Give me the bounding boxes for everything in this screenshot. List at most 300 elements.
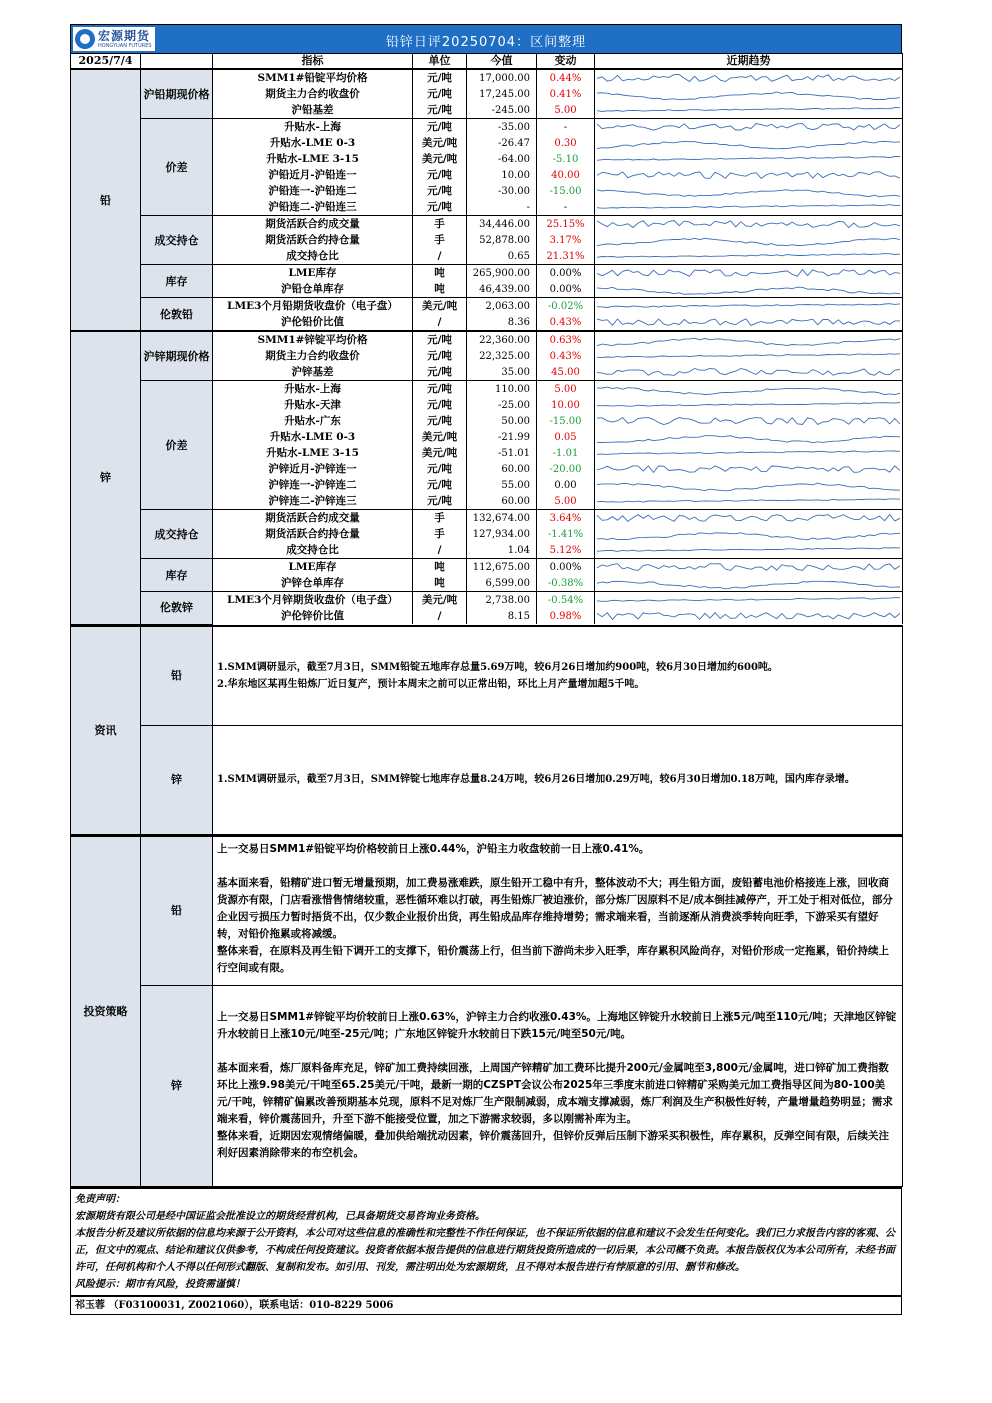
indicator-unit: 美元/吨 bbox=[413, 135, 467, 151]
trend-sparkline bbox=[595, 183, 903, 199]
sparkline-chart bbox=[597, 119, 900, 135]
indicator-unit: 元/吨 bbox=[413, 461, 467, 477]
sparkline-path bbox=[597, 108, 900, 112]
indicator-change: 0.30 bbox=[537, 135, 595, 151]
sparkline-path bbox=[597, 515, 900, 522]
indicator-value: 6,599.00 bbox=[467, 575, 537, 592]
trend-sparkline bbox=[595, 542, 903, 559]
sparkline-path bbox=[597, 287, 900, 294]
indicator-change: -15.00 bbox=[537, 413, 595, 429]
group-label: 库存 bbox=[141, 265, 213, 298]
indicator-name: 升贴水-LME 3-15 bbox=[213, 151, 413, 167]
strategy-lead-para: 基本面来看，铅精矿进口暂无增量预期，加工费易涨难跌，原生铅开工稳中有升，整体波动不大；再生铅方面，废铅蓄电池价格接连上涨，回收商货源亦有限，门店看涨惜售情绪较重，恶性循环难以打破，再生铅炼厂被迫涨价，部分炼厂因原料不足/成本倒挂减停产，开工处于相对低位，部分企业因亏损压力暂时捂货不出，仅少数企业报价出货，再生铅成品库存维持增势；需求端来看，当前逐渐从消费淡季转向旺季，下游采买有望好转，对铅价拖累或将减缓。 bbox=[217, 876, 893, 940]
sparkline-chart bbox=[597, 348, 900, 364]
trend-sparkline bbox=[595, 69, 903, 86]
indicator-name: 升贴水-LME 0-3 bbox=[213, 135, 413, 151]
indicator-unit: 吨 bbox=[413, 559, 467, 576]
sparkline-path bbox=[597, 124, 900, 131]
sparkline-path bbox=[597, 270, 900, 277]
indicator-value: 2,738.00 bbox=[467, 592, 537, 609]
trend-sparkline bbox=[595, 281, 903, 298]
logo-text-en: HONGYUAN FUTURES bbox=[98, 42, 152, 49]
sparkline-chart bbox=[597, 298, 900, 314]
news-zinc-text bbox=[213, 725, 903, 834]
group-label: 沪锌期现价格 bbox=[141, 331, 213, 381]
trend-sparkline bbox=[595, 102, 903, 119]
indicator-unit: 元/吨 bbox=[413, 69, 467, 86]
indicator-change: 5.00 bbox=[537, 381, 595, 398]
indicator-name: LME库存 bbox=[213, 265, 413, 282]
indicator-change: -0.38% bbox=[537, 575, 595, 592]
indicator-unit: 元/吨 bbox=[413, 348, 467, 364]
sparkline-chart bbox=[597, 592, 900, 608]
indicator-value: -64.00 bbox=[467, 151, 537, 167]
indicator-unit: 元/吨 bbox=[413, 493, 467, 510]
trend-sparkline bbox=[595, 510, 903, 527]
trend-sparkline bbox=[595, 381, 903, 398]
indicator-unit: 手 bbox=[413, 510, 467, 527]
indicator-name: 沪锌连一-沪锌连二 bbox=[213, 477, 413, 493]
trend-sparkline bbox=[595, 608, 903, 624]
header-change: 变动 bbox=[537, 54, 595, 70]
trend-sparkline bbox=[595, 151, 903, 167]
indicator-change: 0.00% bbox=[537, 559, 595, 576]
indicator-value: 34,446.00 bbox=[467, 216, 537, 233]
indicator-value: -26.47 bbox=[467, 135, 537, 151]
indicator-value: 52,878.00 bbox=[467, 232, 537, 248]
indicator-name: 沪铅仓单库存 bbox=[213, 281, 413, 298]
strategy-zinc-text bbox=[213, 985, 903, 1186]
sparkline-chart bbox=[597, 397, 900, 413]
sparkline-chart bbox=[597, 86, 900, 102]
indicator-value: -51.01 bbox=[467, 445, 537, 461]
trend-sparkline bbox=[595, 592, 903, 609]
indicator-name: LME库存 bbox=[213, 559, 413, 576]
trend-sparkline bbox=[595, 119, 903, 136]
trend-sparkline bbox=[595, 429, 903, 445]
header-date: 2025/7/4 bbox=[71, 54, 141, 70]
indicator-name: 沪伦铅价比值 bbox=[213, 314, 413, 331]
trend-sparkline bbox=[595, 216, 903, 233]
indicator-unit: / bbox=[413, 608, 467, 624]
sparkline-path bbox=[597, 75, 900, 82]
indicator-unit: 手 bbox=[413, 526, 467, 542]
table-row bbox=[71, 331, 903, 348]
sparkline-path bbox=[597, 254, 900, 258]
indicator-name: 成交持仓比 bbox=[213, 542, 413, 559]
news-lead-text bbox=[213, 626, 903, 726]
header-value: 今值 bbox=[467, 54, 537, 70]
indicator-name: SMM1#铅锭平均价格 bbox=[213, 69, 413, 86]
indicator-value: 132,674.00 bbox=[467, 510, 537, 527]
sparkline-chart bbox=[597, 151, 900, 167]
sparkline-path bbox=[597, 613, 900, 620]
header-unit: 单位 bbox=[413, 54, 467, 70]
indicator-change: -0.54% bbox=[537, 592, 595, 609]
sparkline-path bbox=[597, 190, 900, 197]
indicator-unit: 元/吨 bbox=[413, 397, 467, 413]
indicator-change: 0.00 bbox=[537, 477, 595, 493]
trend-sparkline bbox=[595, 397, 903, 413]
indicator-name: 期货主力合约收盘价 bbox=[213, 86, 413, 102]
indicator-unit: 元/吨 bbox=[413, 183, 467, 199]
indicator-change: 0.05 bbox=[537, 429, 595, 445]
sparkline-chart bbox=[597, 575, 900, 591]
indicator-unit: 元/吨 bbox=[413, 364, 467, 381]
group-label: 伦敦锌 bbox=[141, 592, 213, 625]
indicator-change: 45.00 bbox=[537, 364, 595, 381]
trend-sparkline bbox=[595, 413, 903, 429]
indicator-unit: 元/吨 bbox=[413, 86, 467, 102]
news-section bbox=[70, 625, 903, 835]
indicator-value: 35.00 bbox=[467, 364, 537, 381]
indicator-value: 60.00 bbox=[467, 493, 537, 510]
sparkline-path bbox=[597, 238, 900, 246]
sparkline-chart bbox=[597, 608, 900, 624]
trend-sparkline bbox=[595, 331, 903, 348]
report-page bbox=[70, 24, 902, 1315]
indicator-value: 1.04 bbox=[467, 542, 537, 559]
indicator-value: 46,439.00 bbox=[467, 281, 537, 298]
indicator-name: 升贴水-上海 bbox=[213, 119, 413, 136]
indicator-value: 22,325.00 bbox=[467, 348, 537, 364]
indicator-name: 沪锌仓单库存 bbox=[213, 575, 413, 592]
table-row bbox=[71, 592, 903, 609]
sparkline-path bbox=[597, 354, 900, 358]
trend-sparkline bbox=[595, 135, 903, 151]
sparkline-chart bbox=[597, 281, 900, 297]
sparkline-chart bbox=[597, 461, 900, 477]
indicator-unit: 元/吨 bbox=[413, 199, 467, 216]
trend-sparkline bbox=[595, 575, 903, 592]
indicator-change: 3.64% bbox=[537, 510, 595, 527]
indicator-value: 17,000.00 bbox=[467, 69, 537, 86]
indicator-value: 0.65 bbox=[467, 248, 537, 265]
indicator-value: 265,900.00 bbox=[467, 265, 537, 282]
indicator-name: 升贴水-天津 bbox=[213, 397, 413, 413]
indicator-unit: / bbox=[413, 248, 467, 265]
sparkline-chart bbox=[597, 510, 900, 526]
table-row bbox=[71, 298, 903, 315]
sparkline-chart bbox=[597, 477, 900, 493]
group-label: 价差 bbox=[141, 119, 213, 216]
sparkline-path bbox=[597, 403, 900, 407]
sparkline-path bbox=[597, 564, 900, 571]
indicator-value: 22,360.00 bbox=[467, 331, 537, 348]
trend-sparkline bbox=[595, 461, 903, 477]
indicator-unit: 美元/吨 bbox=[413, 429, 467, 445]
indicator-name: 期货活跃合约成交量 bbox=[213, 510, 413, 527]
indicator-unit: 元/吨 bbox=[413, 167, 467, 183]
indicator-change: 3.17% bbox=[537, 232, 595, 248]
group-label: 伦敦铅 bbox=[141, 298, 213, 332]
strategy-lead-para: 整体来看，在原料及再生铅下调开工的支撑下，铅价震荡上行，但当前下游尚未步入旺季，库存累积风险尚存，对铅价形成一定拖累，铅价持续上行空间或有限。 bbox=[217, 944, 889, 974]
group-label: 价差 bbox=[141, 381, 213, 510]
sparkline-path bbox=[597, 387, 900, 395]
sparkline-chart bbox=[597, 232, 900, 248]
indicator-value: -30.00 bbox=[467, 183, 537, 199]
sparkline-chart bbox=[597, 102, 900, 118]
indicator-change: -0.02% bbox=[537, 298, 595, 315]
indicator-value: 8.36 bbox=[467, 314, 537, 331]
sparkline-path bbox=[597, 157, 900, 161]
logo-text-cn: 宏源期货 bbox=[98, 28, 151, 43]
indicator-name: 沪铅连一-沪铅连二 bbox=[213, 183, 413, 199]
indicator-unit: 元/吨 bbox=[413, 119, 467, 136]
indicator-change: - bbox=[537, 199, 595, 216]
indicator-unit: 元/吨 bbox=[413, 477, 467, 493]
trend-sparkline bbox=[595, 526, 903, 542]
indicator-change: 5.00 bbox=[537, 493, 595, 510]
strategy-zinc-para: 基本面来看，炼厂原料备库充足，锌矿加工费持续回涨，上周国产锌精矿加工费环比提升200元/金属吨至3,800元/金属吨，进口锌矿加工费指数环比上涨9.98美元/干吨至65.25美元/干吨，最新一期的CZSPT会议公布2025年三季度末前进口锌精矿采购美元加工费指导区间为80-100美元/干吨，锌精矿偏累改善预期基本兑现，原料不足对炼厂生产限制减弱，成本端支撑减弱，炼厂利润及生产积极性好转，产量增量趋势明显；需求端来看，锌价震荡回升，升至下游不能接受位置，加之下游需求较弱，多以刚需补库为主。 bbox=[217, 1062, 893, 1125]
indicator-change: 25.15% bbox=[537, 216, 595, 233]
disclaimer-line: 宏源期货有限公司是经中国证监会批准设立的期货经营机构，已具备期货交易咨询业务资格。 bbox=[75, 1210, 485, 1222]
sparkline-path bbox=[597, 418, 900, 425]
indicator-unit: 吨 bbox=[413, 265, 467, 282]
sparkline-chart bbox=[597, 429, 900, 445]
indicator-name: 升贴水-LME 0-3 bbox=[213, 429, 413, 445]
group-label: 沪铅期现价格 bbox=[141, 69, 213, 119]
sparkline-chart bbox=[597, 248, 900, 264]
indicator-change: 0.00% bbox=[537, 265, 595, 282]
news-zinc-line: 1.SMM调研显示，截至7月3日，SMM锌锭七地库存总量8.24万吨，较6月26日增加0.29万吨，较6月30日增加0.18万吨，国内库存录增。 bbox=[217, 774, 855, 785]
strategy-zinc-para: 整体来看，近期因宏观情绪偏暖，叠加供给端扰动因素，锌价震荡回升，但锌价反弹后压制下游采买积极性，库存累积，反弹空间有限，后续关注利好因素消除带来的布空机会。 bbox=[217, 1130, 889, 1159]
news-lead-line: 2.华东地区某再生铅炼厂近日复产，预计本周末之前可以正常出铅，环比上月产量增加超5千吨。 bbox=[217, 678, 645, 690]
indicator-unit: / bbox=[413, 314, 467, 331]
strategy-zinc-para: 上一交易日SMM1#锌锭平均价较前日上涨0.63%，沪锌主力合约收涨0.43%。上海地区锌锭升水较前日上涨5元/吨至110元/吨；天津地区锌锭升水较前日上涨10元/吨至-25元/吨；广东地区锌锭升水较前日下跌15元/吨至50元/吨。 bbox=[217, 1011, 897, 1040]
sparkline-path bbox=[597, 319, 900, 326]
report-header bbox=[70, 24, 902, 53]
news-lead-line: 1.SMM调研显示，截至7月3日，SMM铅锭五地库存总量5.69万吨，较6月26日增加约900吨，较6月30日增加约600吨。 bbox=[217, 661, 778, 673]
disclaimer bbox=[70, 1187, 902, 1296]
trend-sparkline bbox=[595, 86, 903, 102]
indicator-name: 沪铅基差 bbox=[213, 102, 413, 119]
indicator-change: 0.43% bbox=[537, 314, 595, 331]
strategy-section bbox=[70, 835, 903, 1187]
sparkline-chart bbox=[597, 559, 900, 575]
trend-sparkline bbox=[595, 445, 903, 461]
sparkline-chart bbox=[597, 199, 900, 215]
news-title: 资讯 bbox=[71, 626, 141, 835]
indicator-name: 升贴水-LME 3-15 bbox=[213, 445, 413, 461]
indicator-change: 5.00 bbox=[537, 102, 595, 119]
indicator-change: - bbox=[537, 119, 595, 136]
indicator-change: 0.00% bbox=[537, 281, 595, 298]
indicator-unit: 手 bbox=[413, 216, 467, 233]
sparkline-path bbox=[597, 304, 900, 308]
indicator-change: 0.44% bbox=[537, 69, 595, 86]
sparkline-path bbox=[597, 221, 900, 228]
sparkline-path bbox=[597, 141, 900, 148]
indicator-unit: 元/吨 bbox=[413, 381, 467, 398]
sparkline-path bbox=[597, 581, 900, 589]
metrics-table bbox=[70, 53, 903, 625]
trend-sparkline bbox=[595, 167, 903, 183]
indicator-name: 期货活跃合约持仓量 bbox=[213, 232, 413, 248]
disclaimer-line: 本报告分析及建议所依据的信息均来源于公开资料，本公司对这些信息的准确性和完整性不作任何保证，也不保证所依据的信息和建议不会发生任何变化。我们已力求报告内容的客观、公正，但文中的观点、结论和建议仅供参考，不构成任何投资建议。投资者依据本报告提供的信息进行期货投资所造成的一切后果，本公司概不负责。本报告版权仅为本公司所有，未经书面许可，任何机构和个人不得以任何形式翻版、复制和发布。如引用、刊发，需注明出处为宏源期货，且不得对本报告进行有悖原意的引用、删节和修改。 bbox=[75, 1227, 895, 1273]
sparkline-path bbox=[597, 172, 900, 179]
sparkline-chart bbox=[597, 265, 900, 281]
trend-sparkline bbox=[595, 265, 903, 282]
sparkline-path bbox=[597, 499, 900, 502]
disclaimer-title: 免责声明： bbox=[75, 1193, 125, 1205]
indicator-unit: 元/吨 bbox=[413, 331, 467, 348]
indicator-change: -1.01 bbox=[537, 445, 595, 461]
trend-sparkline bbox=[595, 559, 903, 576]
indicator-value: 2,063.00 bbox=[467, 298, 537, 315]
strategy-lead-label: 铅 bbox=[141, 836, 213, 986]
sparkline-chart bbox=[597, 526, 900, 542]
indicator-change: 0.43% bbox=[537, 348, 595, 364]
group-label: 成交持仓 bbox=[141, 510, 213, 559]
indicator-value: -35.00 bbox=[467, 119, 537, 136]
indicator-name: LME3个月铅期货收盘价（电子盘） bbox=[213, 298, 413, 315]
sparkline-chart bbox=[597, 542, 900, 558]
trend-sparkline bbox=[595, 348, 903, 364]
table-row bbox=[71, 119, 903, 136]
sparkline-chart bbox=[597, 216, 900, 232]
metal-category: 铅 bbox=[71, 69, 141, 331]
table-row bbox=[71, 69, 903, 86]
indicator-name: 升贴水-上海 bbox=[213, 381, 413, 398]
sparkline-path bbox=[597, 92, 900, 100]
indicator-change: -1.41% bbox=[537, 526, 595, 542]
sparkline-path bbox=[597, 436, 900, 443]
indicator-value: 127,934.00 bbox=[467, 526, 537, 542]
indicator-change: 0.98% bbox=[537, 608, 595, 624]
sparkline-chart bbox=[597, 70, 900, 86]
indicator-change: 10.00 bbox=[537, 397, 595, 413]
trend-sparkline bbox=[595, 199, 903, 216]
indicator-name: 成交持仓比 bbox=[213, 248, 413, 265]
indicator-value: 50.00 bbox=[467, 413, 537, 429]
sparkline-path bbox=[597, 451, 900, 455]
group-label: 成交持仓 bbox=[141, 216, 213, 265]
strategy-zinc-label: 锌 bbox=[141, 985, 213, 1186]
sparkline-chart bbox=[597, 413, 900, 429]
indicator-name: SMM1#锌锭平均价格 bbox=[213, 331, 413, 348]
table-row bbox=[71, 265, 903, 282]
analyst-footer: 祁玉蓉 （F03100031, Z0021060），联系电话：010-8229 5006 bbox=[70, 1296, 902, 1315]
table-header-row bbox=[71, 54, 903, 70]
table-row bbox=[71, 381, 903, 398]
indicator-change: 5.12% bbox=[537, 542, 595, 559]
indicator-name: 升贴水-广东 bbox=[213, 413, 413, 429]
indicator-change: -5.10 bbox=[537, 151, 595, 167]
indicator-value: 8.15 bbox=[467, 608, 537, 624]
indicator-name: 期货主力合约收盘价 bbox=[213, 348, 413, 364]
metal-category: 锌 bbox=[71, 331, 141, 624]
indicator-name: 期货活跃合约成交量 bbox=[213, 216, 413, 233]
indicator-unit: 美元/吨 bbox=[413, 298, 467, 315]
indicator-unit: 吨 bbox=[413, 575, 467, 592]
header-trend: 近期趋势 bbox=[595, 54, 903, 70]
sparkline-chart bbox=[597, 167, 900, 183]
indicator-value: 60.00 bbox=[467, 461, 537, 477]
strategy-lead-para: 上一交易日SMM1#铅锭平均价格较前日上涨0.44%，沪铅主力收盘较前一日上涨0.41%。 bbox=[217, 842, 650, 855]
indicator-value: -21.99 bbox=[467, 429, 537, 445]
indicator-unit: 手 bbox=[413, 232, 467, 248]
indicator-name: 沪伦锌价比值 bbox=[213, 608, 413, 624]
table-row bbox=[71, 559, 903, 576]
indicator-value: 55.00 bbox=[467, 477, 537, 493]
group-label: 库存 bbox=[141, 559, 213, 592]
indicator-change: -15.00 bbox=[537, 183, 595, 199]
sparkline-chart bbox=[597, 135, 900, 151]
sparkline-chart bbox=[597, 332, 900, 348]
indicator-value: 110.00 bbox=[467, 381, 537, 398]
news-zinc-label: 锌 bbox=[141, 725, 213, 834]
sparkline-chart bbox=[597, 183, 900, 199]
indicator-change: 0.63% bbox=[537, 331, 595, 348]
indicator-change: -20.00 bbox=[537, 461, 595, 477]
header-blank bbox=[141, 54, 213, 70]
indicator-change: 21.31% bbox=[537, 248, 595, 265]
indicator-name: 沪锌基差 bbox=[213, 364, 413, 381]
indicator-name: 期货活跃合约持仓量 bbox=[213, 526, 413, 542]
trend-sparkline bbox=[595, 298, 903, 315]
sparkline-chart bbox=[597, 364, 900, 380]
sparkline-path bbox=[597, 533, 900, 540]
indicator-change: 0.41% bbox=[537, 86, 595, 102]
disclaimer-risk: 风险提示：期市有风险，投资需谨慎！ bbox=[75, 1278, 245, 1290]
sparkline-path bbox=[597, 598, 900, 602]
indicator-change: 40.00 bbox=[537, 167, 595, 183]
news-lead-label: 铅 bbox=[141, 626, 213, 726]
trend-sparkline bbox=[595, 232, 903, 248]
strategy-lead-text bbox=[213, 836, 903, 986]
report-title: 铅锌日评20250704：区间整理 bbox=[385, 35, 587, 50]
indicator-value: 10.00 bbox=[467, 167, 537, 183]
trend-sparkline bbox=[595, 364, 903, 381]
indicator-name: 沪锌连二-沪锌连三 bbox=[213, 493, 413, 510]
indicator-value: -25.00 bbox=[467, 397, 537, 413]
indicator-name: 沪铅连二-沪铅连三 bbox=[213, 199, 413, 216]
sparkline-path bbox=[597, 205, 900, 209]
sparkline-chart bbox=[597, 445, 900, 461]
trend-sparkline bbox=[595, 248, 903, 265]
table-row bbox=[71, 216, 903, 233]
sparkline-chart bbox=[597, 314, 900, 330]
sparkline-path bbox=[597, 369, 900, 376]
indicator-name: 沪铅近月-沪铅连一 bbox=[213, 167, 413, 183]
indicator-unit: 吨 bbox=[413, 281, 467, 298]
indicator-unit: 美元/吨 bbox=[413, 592, 467, 609]
indicator-value: 17,245.00 bbox=[467, 86, 537, 102]
indicator-unit: 美元/吨 bbox=[413, 445, 467, 461]
sparkline-chart bbox=[597, 493, 900, 509]
strategy-title: 投资策略 bbox=[71, 836, 141, 1187]
indicator-unit: / bbox=[413, 542, 467, 559]
indicator-unit: 元/吨 bbox=[413, 102, 467, 119]
trend-sparkline bbox=[595, 477, 903, 493]
sparkline-chart bbox=[597, 381, 900, 397]
indicator-unit: 美元/吨 bbox=[413, 151, 467, 167]
indicator-unit: 元/吨 bbox=[413, 413, 467, 429]
sparkline-path bbox=[597, 466, 900, 473]
indicator-value: 112,675.00 bbox=[467, 559, 537, 576]
indicator-value: -245.00 bbox=[467, 102, 537, 119]
indicator-name: LME3个月锌期货收盘价（电子盘） bbox=[213, 592, 413, 609]
sparkline-path bbox=[597, 483, 900, 491]
indicator-name: 沪锌近月-沪锌连一 bbox=[213, 461, 413, 477]
table-row bbox=[71, 510, 903, 527]
sparkline-path bbox=[597, 548, 900, 552]
indicator-value: - bbox=[467, 199, 537, 216]
header-indicator: 指标 bbox=[213, 54, 413, 70]
sparkline-path bbox=[597, 338, 900, 346]
trend-sparkline bbox=[595, 314, 903, 331]
